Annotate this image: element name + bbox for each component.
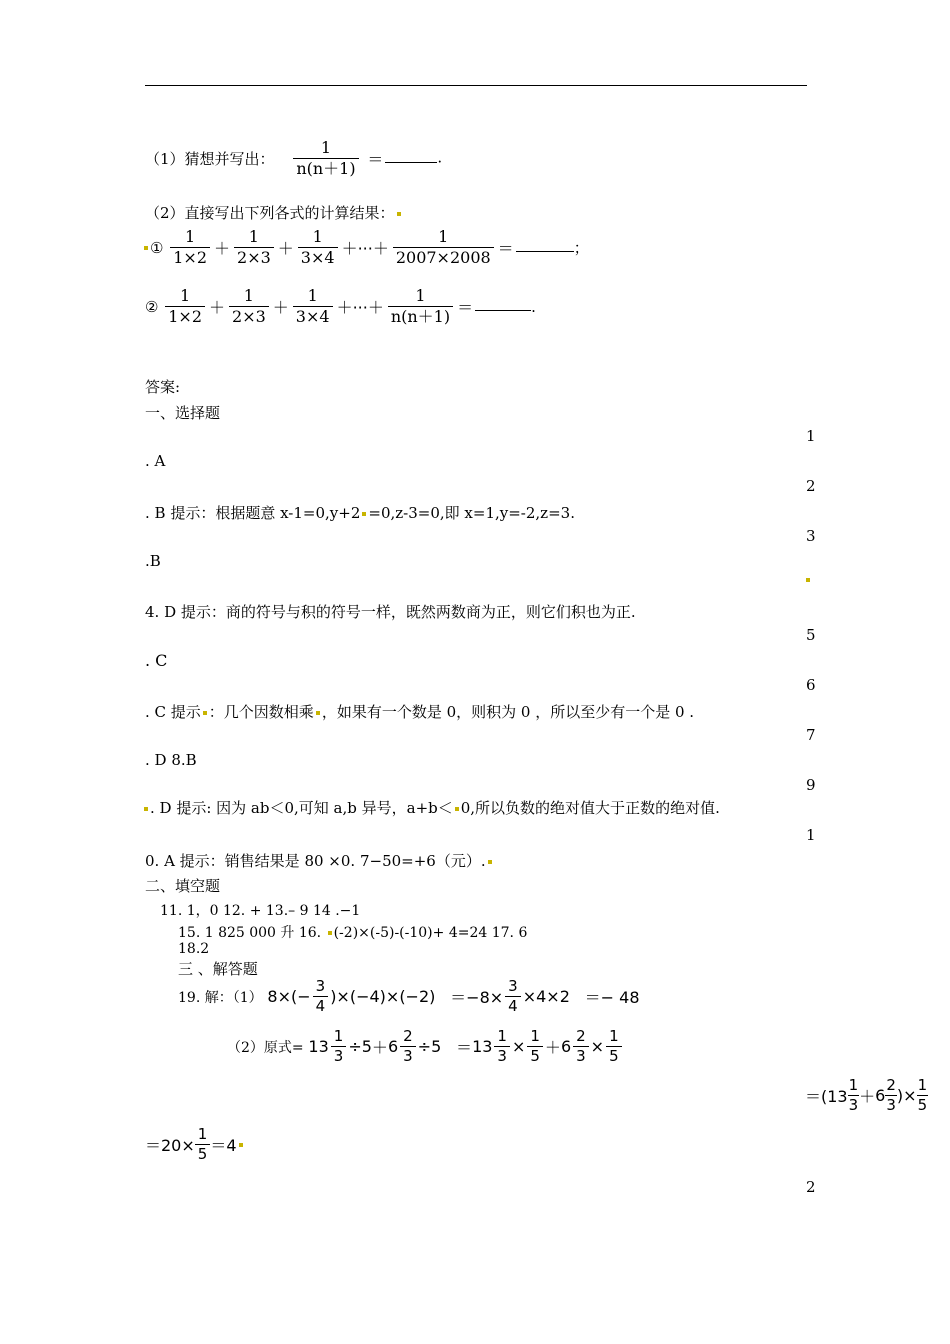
denominator: 5 [527,1046,543,1066]
expression [805,1076,928,1115]
denominator: 3 [886,1096,896,1114]
answer-text: 0,所以负数的绝对值大于正数的绝对值. [460,799,720,817]
marker-dot [239,1143,243,1147]
header-rule [145,85,807,86]
fraction-1-over-3x4 [298,227,338,268]
numerator: 1 [180,286,191,305]
denominator: 3 [400,1046,416,1066]
marker-dot [455,807,459,811]
circled-one: ① [150,238,164,257]
numerator: 1 [185,227,196,246]
numerator: 1 [333,1027,344,1045]
answer-line: 4. D 提示：商的符号与积的符号一样，既然两数商为正，则它们积也为正. [145,603,636,621]
answer-text: =0,z-3=0,即 x=1,y=-2,z=3. [368,504,575,522]
fraction-1-over-1x2 [170,227,210,268]
period: . [437,148,443,167]
result: ＝− 48 [584,988,640,1007]
fraction-1-over-5 [527,1027,543,1066]
ellipsis-plus: ＋···＋ [336,298,384,317]
expr-part: )× [896,1086,917,1105]
marker-dot [397,212,401,216]
answer-text: ，如果有一个数是 0，则积为 0 ，所以至少有一个是 0 . [321,703,695,721]
fraction-3-over-4 [313,977,329,1016]
marker-dot [144,246,148,250]
plus-sign: ＋ [214,239,231,258]
fraction-2-over-3 [400,1027,416,1066]
fraction-1-over-2x3 [234,227,274,268]
right-number: 1 [806,427,816,445]
numerator: 2 [886,1076,896,1094]
denominator: 4 [505,996,521,1016]
divide-5: ÷5 [417,1037,442,1056]
numerator: 1 [415,286,426,305]
denominator: 2×3 [234,247,274,268]
equals-sign: ＝ [457,298,474,317]
fraction-1-over-n-n-plus-1 [388,286,453,327]
expr-part: )×(−4)×(−2) [330,987,436,1006]
numerator: 1 [438,227,449,246]
numerator: 2 [576,1027,586,1045]
numerator: 2 [403,1027,413,1045]
numerator: 1 [530,1027,540,1045]
right-number: 5 [806,626,816,644]
expr-part: ＝−8× [450,988,504,1007]
section-solve-title: 三 、解答题 [178,960,258,978]
answer-line: .B [145,552,161,570]
right-number: 3 [806,527,816,545]
semicolon: ； [573,239,589,257]
denominator: 5 [606,1046,622,1066]
marker-dot [362,512,366,516]
numerator: 1 [917,1076,928,1094]
fraction-1-over-n-n-plus-1 [293,138,358,179]
plus-sign: ＋ [859,1087,876,1106]
fill-line-2 [178,922,527,942]
times-sign: × [511,1037,526,1056]
answers-title: 答案: [145,378,181,396]
solution-continuation [805,1076,928,1115]
marker-dot [328,931,332,935]
fraction-1-over-2007x2008 [393,227,494,268]
answer-line [142,797,720,818]
right-number: 1 [806,826,816,844]
marker-dot [203,711,207,715]
answer-text: ：几个因数相乘 [208,703,314,721]
fraction-1-over-3 [848,1076,860,1115]
right-number: 2 [806,477,816,495]
numerator: 3 [315,977,326,995]
expression [145,1125,245,1164]
numerator: 1 [320,138,332,157]
numerator: 1 [197,1125,208,1143]
fraction-1-over-5 [917,1076,929,1115]
numerator: 1 [307,286,318,305]
expression [267,977,639,1016]
numerator: 1 [609,1027,619,1045]
numerator: 1 [497,1027,507,1045]
whole-number: 6 [875,1086,886,1105]
numerator: 1 [848,1076,859,1094]
marker-dot-right [804,570,812,588]
equals-sign: ＝ [456,1038,473,1057]
answer-line [145,701,694,722]
divide-5: ÷5 [348,1037,372,1056]
equals-sign: ＝ [497,239,514,258]
answer-blank [516,243,574,252]
marker-dot [316,711,320,715]
answer-text: . D 提示: 因为 ab＜0,可知 a,b 异号，a+b＜ [150,799,453,817]
denominator: 3×4 [298,247,338,268]
question-2-text: （2）直接写出下列各式的计算结果： [145,204,395,222]
denominator: 4 [313,996,329,1016]
right-number: 9 [806,776,816,794]
fraction-1-over-5 [195,1125,211,1164]
fraction-2-over-3 [573,1027,589,1066]
solution-final [145,1125,245,1164]
solution-19-part-1 [178,977,640,1016]
question-2-item-2 [145,286,536,327]
fraction-1-over-2x3 [229,286,269,327]
solution-label: 19. 解：（1） [178,989,263,1006]
denominator: 5 [917,1096,928,1114]
denominator: 3 [494,1046,510,1066]
answer-text: 0. A 提示：销售结果是 80 ×0. 7−50=+6（元）. [145,852,486,870]
whole-number: 6 [387,1037,399,1056]
equals-sign: ＝ [367,150,384,169]
denominator: 3 [848,1096,859,1114]
plus-sign: ＋ [272,298,289,317]
fill-text: (-2)×(-5)-(-10)+ 4=24 17. 6 [333,925,528,941]
period: . [531,297,536,316]
denominator: n(n＋1) [388,306,453,327]
denominator: 3 [331,1046,347,1066]
answer-line [145,850,494,871]
whole-number: 13 [308,1037,329,1056]
numerator: 1 [243,286,254,305]
marker-dot [806,578,810,582]
denominator: 1×2 [170,247,210,268]
fraction-1-over-3 [494,1027,510,1066]
times-sign: × [590,1037,605,1056]
answer-text: . C 提示 [145,703,201,721]
denominator: 2×3 [229,306,269,327]
question-1 [145,138,442,179]
fill-line-3: 18.2 [178,941,210,957]
right-number: 7 [806,726,816,744]
fill-line-1: 11. 1，0 12. + 13.– 9 14 .−1 [160,903,361,919]
plus-sign: ＋ [371,1038,388,1057]
denominator: 3 [573,1046,589,1066]
fraction-1-over-3x4 [293,286,333,327]
answer-line: . D 8.B [145,751,197,769]
plus-sign: ＋ [544,1038,561,1057]
result: ＝4 [210,1136,237,1155]
section-choice-title: 一、选择题 [145,404,221,422]
whole-number: 13 [472,1037,493,1056]
solution-label: （2）原式= [227,1039,304,1056]
denominator: 2007×2008 [393,247,494,268]
question-2-label [145,202,403,223]
section-fill-title: 二、填空题 [145,877,221,895]
denominator: 3×4 [293,306,333,327]
fraction-1-over-3 [331,1027,347,1066]
marker-dot [488,860,492,864]
fraction-3-over-4 [505,977,521,1016]
expression [308,1027,623,1066]
question-1-label: （1）猜想并写出： [145,150,275,168]
answer-blank [475,302,531,311]
numerator: 1 [248,227,259,246]
numerator: 3 [508,977,518,995]
answer-line: . A [145,452,166,470]
answer-line [145,502,575,523]
ellipsis-plus: ＋···＋ [341,239,389,258]
right-number: 2 [806,1178,816,1196]
denominator: n(n＋1) [293,158,358,179]
numerator: 1 [312,227,323,246]
answer-line: . C [145,651,168,670]
fraction-2-over-3 [885,1076,897,1115]
whole-number: 6 [560,1037,572,1056]
expr-part: ×4×2 [522,987,570,1006]
fraction-1-over-5 [606,1027,622,1066]
fraction-1-over-1x2 [165,286,205,327]
marker-dot [144,807,148,811]
answer-text: . B 提示：根据题意 x-1=0,y+2 [145,504,361,522]
plus-sign: ＋ [277,239,294,258]
expr-part: ＝20× [145,1136,195,1155]
denominator: 5 [195,1144,211,1164]
expr-part: 8×(− [267,987,311,1006]
circled-two: ② [145,297,159,316]
question-2-item-1 [142,227,589,268]
solution-19-part-2 [227,1027,624,1066]
expr-part: ＝(13 [805,1087,848,1106]
answer-blank [385,154,437,163]
right-number: 6 [806,676,816,694]
denominator: 1×2 [165,306,205,327]
fill-text: 15. 1 825 000 升 16. [178,925,326,941]
plus-sign: ＋ [209,298,226,317]
